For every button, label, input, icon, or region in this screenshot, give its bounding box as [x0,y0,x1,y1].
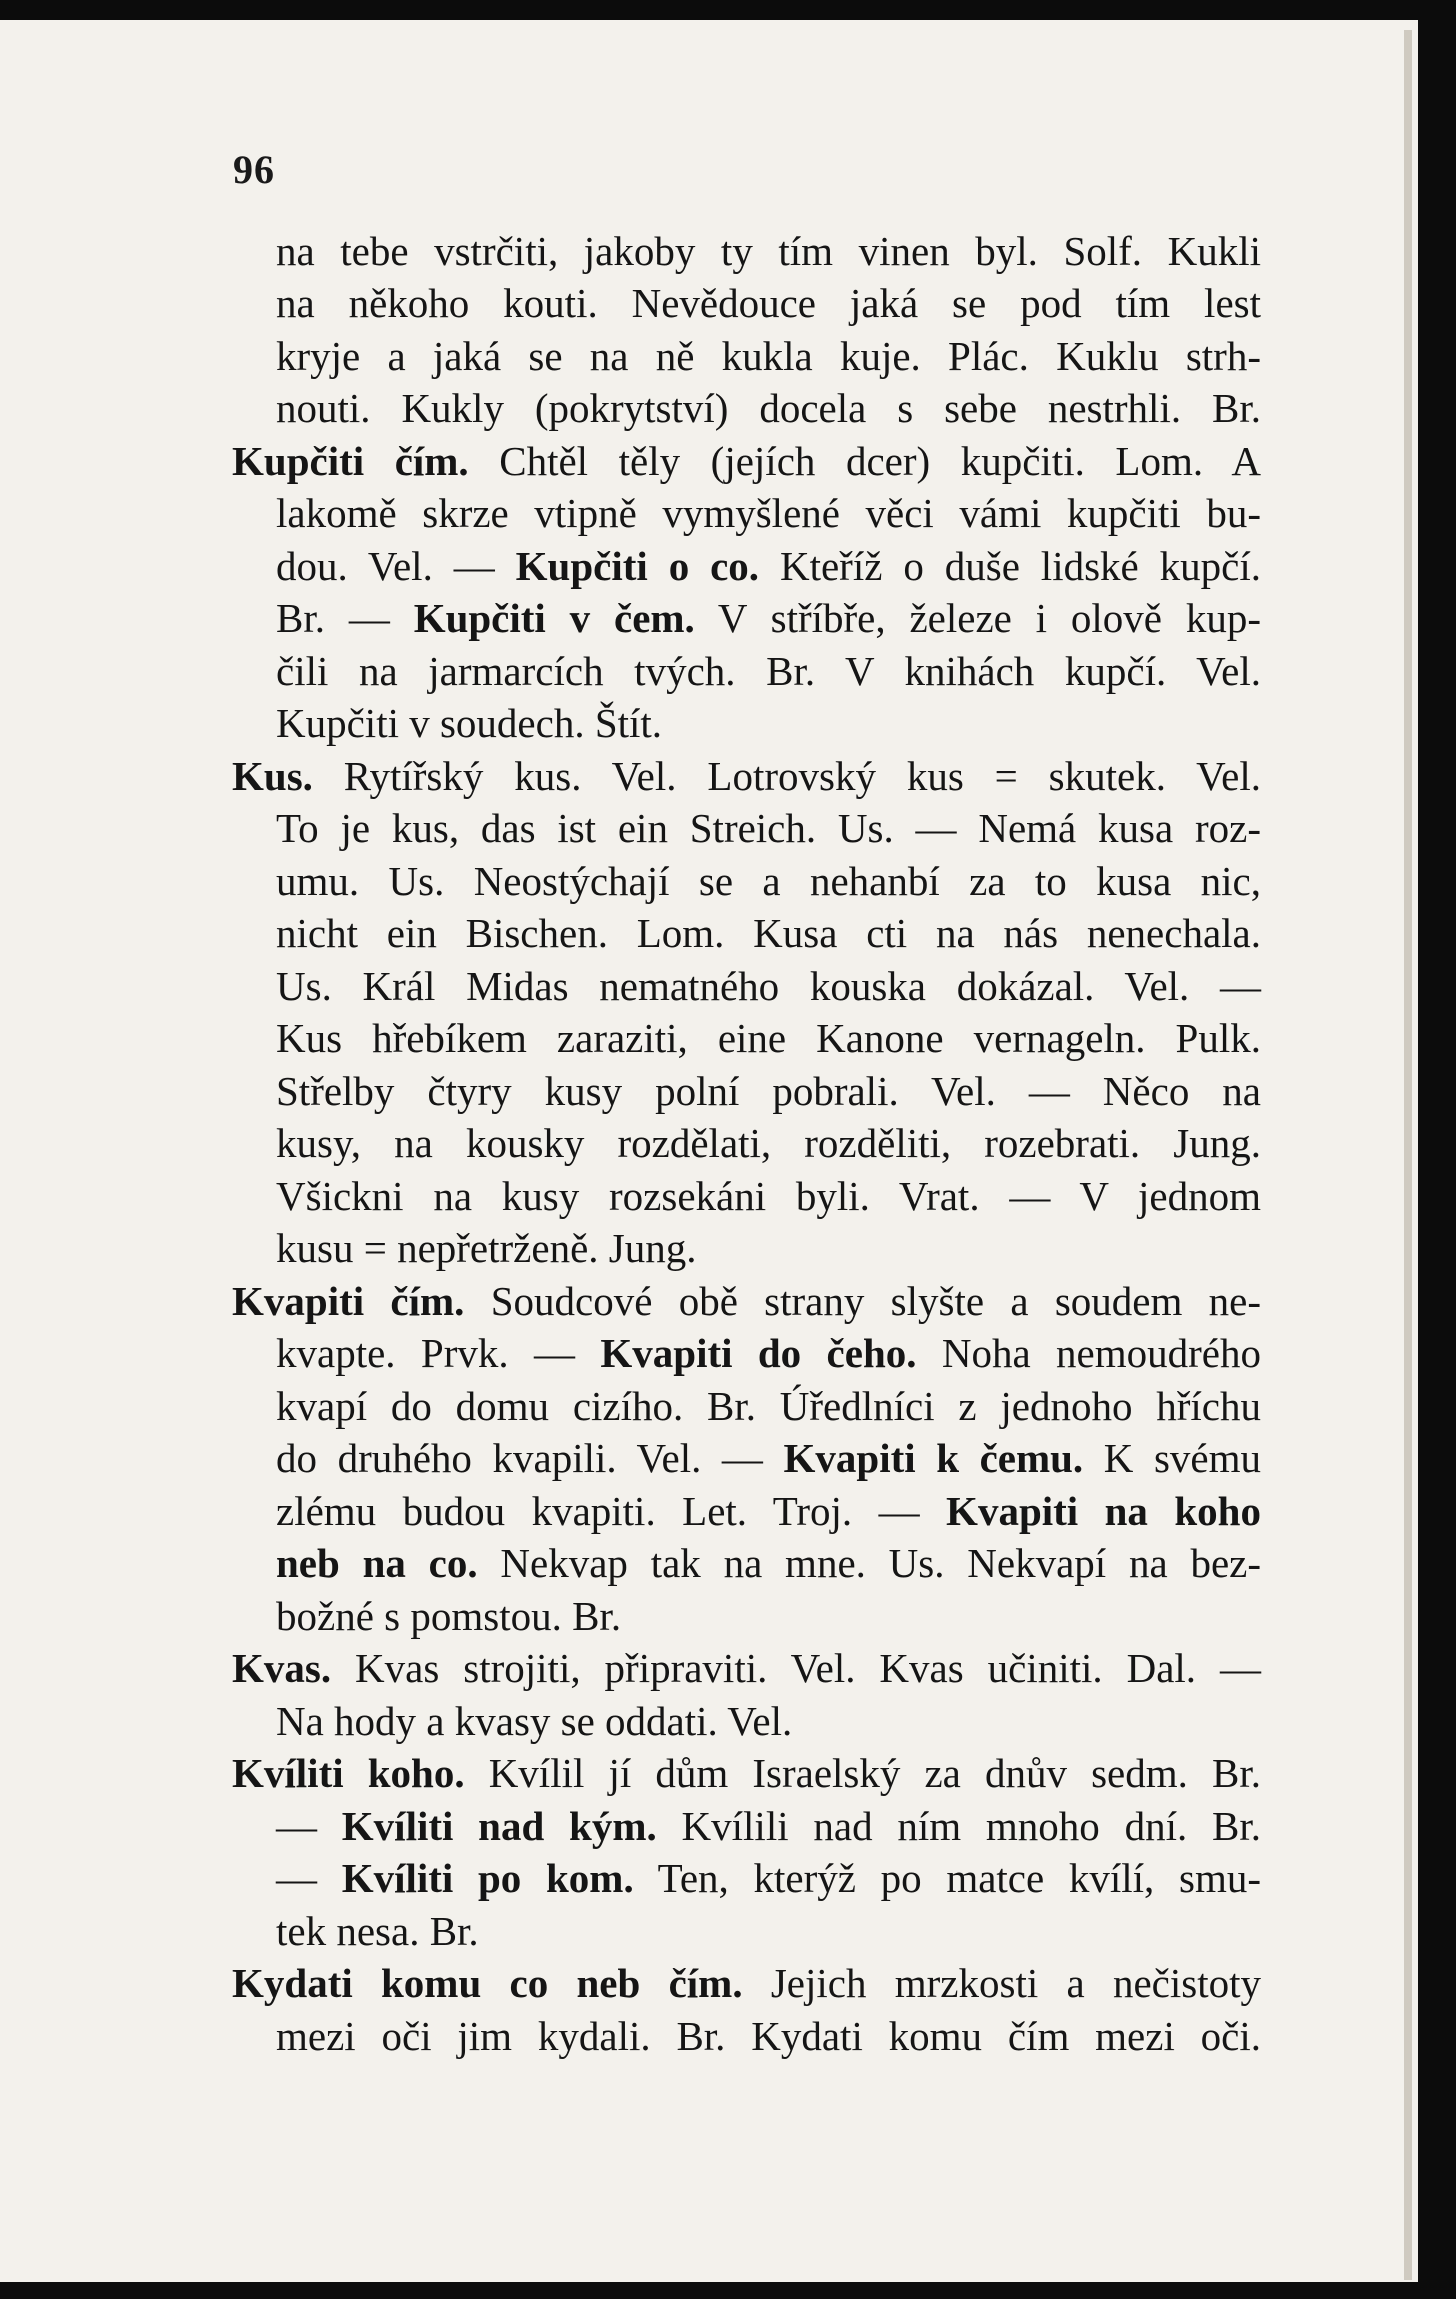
headword: neb na co. [276,1540,478,1587]
text-segment: Noha nemoudrého [916,1330,1261,1377]
text-line [276,1905,1261,1957]
headword: Kupčiti v čem. [413,595,695,642]
text-segment: — [276,1855,342,1902]
text-line [276,1012,1261,1064]
text-line [276,382,1261,434]
text-segment: nouti. Kukly (pokrytství) docela s sebe nestrhli. Br. [276,385,1261,432]
text-line [276,802,1261,854]
text-segment: zlému budou kvapiti. Let. Troj. — [276,1487,947,1534]
text-line [276,1800,1261,1852]
text-segment: Chtěl těly (jejích dcer) kupčiti. Lom. A [468,437,1261,484]
text-segment: kryje a jaká se na ně kukla kuje. Plác. Kuklu strh- [276,332,1261,379]
headword: Kydati komu co neb čím. [232,1960,743,2007]
text-line [276,1590,1261,1642]
text-segment: na tebe vstrčiti, jakoby ty tím vinen byl. Solf. Kukli [276,228,1261,274]
text-line [276,540,1261,592]
headword: Kvíliti koho. [232,1750,465,1797]
entry-line [232,1957,1261,2009]
text-line [276,1852,1261,1904]
text-segment: do druhého kvapili. Vel. — [276,1435,784,1482]
text-segment: Kteříž o duše lidské kupčí. [759,542,1261,589]
text-segment: tek nesa. Br. [276,1907,479,1954]
text-segment: kvapí do domu cizího. Br. Úředlníci z jednoho hříchu [276,1382,1261,1429]
entry-line [232,750,1261,802]
text-line [276,907,1261,959]
text-line [276,1065,1261,1117]
text-line [276,1695,1261,1747]
headword: Kupčiti čím. [232,437,469,484]
text-segment: božné s pomstou. Br. [276,1592,622,1639]
headword: Kupčiti o co. [515,542,760,589]
entry-line [232,1275,1261,1327]
headword: Kvapiti k čemu. [783,1435,1084,1482]
text-segment: Kvílili nad ním mnoho dní. Br. [656,1802,1261,1849]
entry-line [232,1642,1261,1694]
text-line [276,2010,1261,2062]
text-line [276,1380,1261,1432]
text-segment: V stříbře, železe i olově kup- [694,595,1261,642]
text-segment: Na hody a kvasy se oddati. Vel. [276,1697,793,1744]
text-line [276,960,1261,1012]
text-line [276,225,1261,277]
headword: Kus. [232,752,313,799]
text-segment: Us. Král Midas nematného kouska dokázal. Vel. — [276,962,1261,1009]
text-segment: Střelby čtyry kusy polní pobrali. Vel. — Něco na [276,1067,1261,1114]
text-segment: kvapte. Prvk. — [276,1330,601,1377]
text-segment: — [276,1802,342,1849]
text-segment: Kus hřebíkem zaraziti, eine Kanone vernageln. Pulk. [276,1015,1261,1062]
page-edge [1404,30,1412,2280]
text-segment: Soudcové obě strany slyšte a soudem ne- [464,1277,1262,1324]
text-segment: To je kus, das ist ein Streich. Us. — Nemá kusa roz- [276,805,1261,852]
text-line [276,1537,1261,1589]
text-line [276,1170,1261,1222]
text-segment: kusu = nepřetrženě. Jung. [276,1225,697,1272]
text-segment: Ten, kterýž po matce kvílí, smu- [633,1855,1262,1902]
text-segment: dou. Vel. — [276,542,516,589]
entry-line [232,435,1261,487]
text-segment: Rytířský kus. Vel. Lotrovský kus = skutek. Vel. [312,752,1261,799]
text-segment: Jejich mrzkosti a nečistoty [742,1960,1261,2007]
text-line [276,855,1261,907]
text-segment: nicht ein Bischen. Lom. Kusa cti na nás nenechala. [276,910,1261,957]
text-line [276,1327,1261,1379]
text-line [276,487,1261,539]
entry-line [232,1747,1261,1799]
text-segment: Nekvap tak na mne. Us. Nekvapí na bez- [477,1540,1261,1587]
text-line [276,697,1261,749]
text-line [276,1117,1261,1169]
text-segment: Kupčiti v soudech. Štít. [276,700,663,747]
headword: Kvapiti na koho [946,1487,1261,1534]
text-segment: lakomě skrze vtipně vymyšlené věci vámi kupčiti bu- [276,490,1261,537]
headword: Kvapiti do čeho. [600,1330,917,1377]
text-segment: kusy, na kousky rozdělati, rozděliti, rozebrati. Jung. [276,1120,1261,1167]
headword: Kvíliti po kom. [341,1855,634,1902]
text-line [276,330,1261,382]
text-line [276,645,1261,697]
text-line [276,277,1261,329]
headword: Kvapiti čím. [232,1277,465,1324]
text-segment: čili na jarmarcích tvých. Br. V knihách kupčí. Vel. [276,647,1261,694]
text-segment: Br. — [276,595,414,642]
text-segment: Kvílil jí dům Israelský za dnův sedm. Br. [464,1750,1261,1797]
text-segment: na někoho kouti. Nevědouce jaká se pod tím lest [276,280,1261,327]
text-segment: Kvas strojiti, připraviti. Vel. Kvas učiniti. Dal. — [331,1645,1261,1692]
text-line [276,1432,1261,1484]
headword: Kvas. [232,1645,332,1692]
text-line [276,1485,1261,1537]
text-segment: K svému [1083,1435,1261,1482]
text-segment: umu. Us. Neostýchají se a nehanbí za to kusa nic, [276,857,1261,904]
text-line [276,592,1261,644]
text-segment: Všickni na kusy rozsekáni byli. Vrat. — V jednom [276,1172,1261,1219]
headword: Kvíliti nad kým. [341,1802,657,1849]
page-number: 96 [233,147,275,192]
text-segment: mezi oči jim kydali. Br. Kydati komu čím mezi oči. [276,2012,1261,2059]
text-line [276,1222,1261,1274]
